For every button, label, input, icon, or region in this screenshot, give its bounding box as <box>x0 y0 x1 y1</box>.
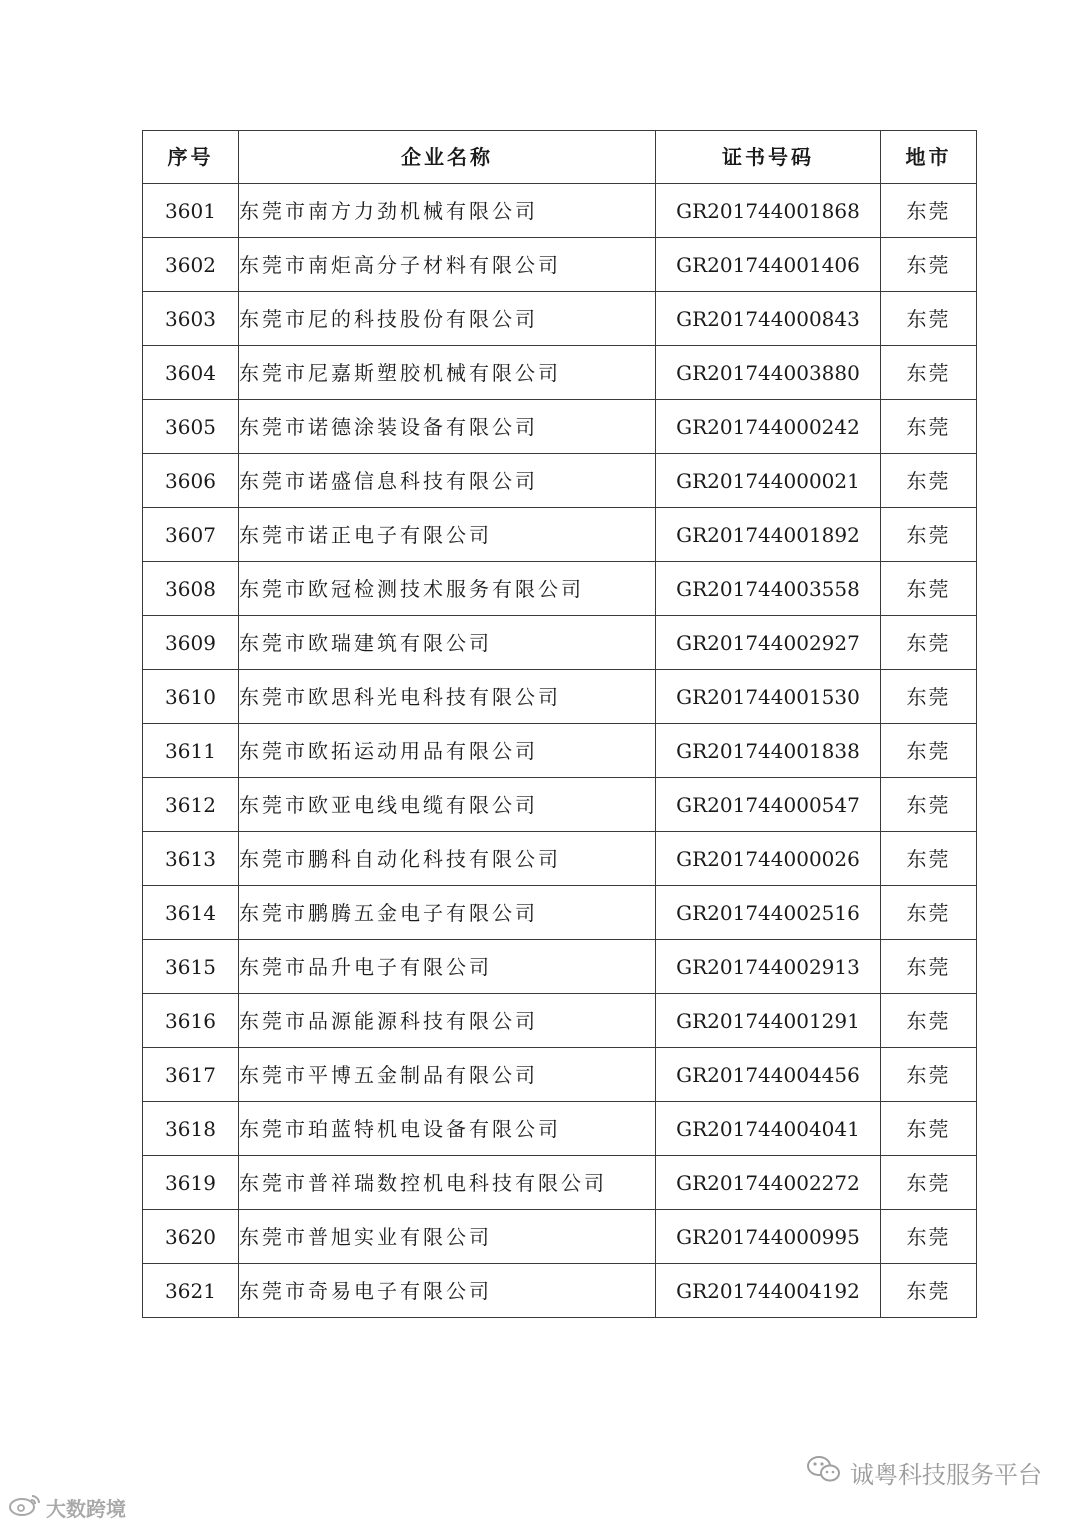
seq-cell: 3608 <box>143 562 239 616</box>
certificate-number-cell: GR201744002927 <box>656 616 881 670</box>
seq-cell: 3618 <box>143 1102 239 1156</box>
company-name-cell: 东莞市欧亚电线电缆有限公司 <box>239 778 656 832</box>
company-name-cell: 东莞市平博五金制品有限公司 <box>239 1048 656 1102</box>
table-row <box>143 184 977 238</box>
city-cell: 东莞 <box>881 886 977 940</box>
city-cell: 东莞 <box>881 184 977 238</box>
city-cell: 东莞 <box>881 616 977 670</box>
company-name-cell: 东莞市普祥瑞数控机电科技有限公司 <box>239 1156 656 1210</box>
certificate-number-cell: GR201744004456 <box>656 1048 881 1102</box>
certificate-number-cell: GR201744003880 <box>656 346 881 400</box>
certificate-number-cell: GR201744001291 <box>656 994 881 1048</box>
table-row <box>143 724 977 778</box>
city-cell: 东莞 <box>881 508 977 562</box>
company-name-cell: 东莞市诺盛信息科技有限公司 <box>239 454 656 508</box>
certificate-number-cell: GR201744001530 <box>656 670 881 724</box>
header-seq: 序号 <box>143 131 239 184</box>
seq-cell: 3617 <box>143 1048 239 1102</box>
seq-cell: 3601 <box>143 184 239 238</box>
city-cell: 东莞 <box>881 724 977 778</box>
company-name-cell: 东莞市尼嘉斯塑胶机械有限公司 <box>239 346 656 400</box>
table-row <box>143 616 977 670</box>
city-cell: 东莞 <box>881 400 977 454</box>
certificate-number-cell: GR201744002913 <box>656 940 881 994</box>
city-cell: 东莞 <box>881 1102 977 1156</box>
city-cell: 东莞 <box>881 1210 977 1264</box>
header-certificate-number: 证书号码 <box>656 131 881 184</box>
city-cell: 东莞 <box>881 778 977 832</box>
seq-cell: 3604 <box>143 346 239 400</box>
seq-cell: 3605 <box>143 400 239 454</box>
table-row <box>143 994 977 1048</box>
table-body <box>143 184 977 1318</box>
city-cell: 东莞 <box>881 454 977 508</box>
city-cell: 东莞 <box>881 670 977 724</box>
certificate-number-cell: GR201744000843 <box>656 292 881 346</box>
certificate-number-cell: GR201744001838 <box>656 724 881 778</box>
table-row <box>143 886 977 940</box>
seq-cell: 3614 <box>143 886 239 940</box>
seq-cell: 3621 <box>143 1264 239 1318</box>
city-cell: 东莞 <box>881 940 977 994</box>
city-cell: 东莞 <box>881 292 977 346</box>
table-row <box>143 238 977 292</box>
company-name-cell: 东莞市尼的科技股份有限公司 <box>239 292 656 346</box>
seq-cell: 3615 <box>143 940 239 994</box>
table-row <box>143 1102 977 1156</box>
seq-cell: 3612 <box>143 778 239 832</box>
seq-cell: 3619 <box>143 1156 239 1210</box>
table-row <box>143 832 977 886</box>
certificate-number-cell: GR201744000242 <box>656 400 881 454</box>
certificate-number-cell: GR201744000021 <box>656 454 881 508</box>
company-name-cell: 东莞市鹏腾五金电子有限公司 <box>239 886 656 940</box>
certificate-number-cell: GR201744002516 <box>656 886 881 940</box>
company-name-cell: 东莞市南方力劲机械有限公司 <box>239 184 656 238</box>
seq-cell: 3610 <box>143 670 239 724</box>
company-name-cell: 东莞市珀蓝特机电设备有限公司 <box>239 1102 656 1156</box>
certificate-number-cell: GR201744001868 <box>656 184 881 238</box>
company-name-cell: 东莞市诺德涂装设备有限公司 <box>239 400 656 454</box>
certificate-number-cell: GR201744002272 <box>656 1156 881 1210</box>
company-name-cell: 东莞市奇易电子有限公司 <box>239 1264 656 1318</box>
company-name-cell: 东莞市普旭实业有限公司 <box>239 1210 656 1264</box>
city-cell: 东莞 <box>881 346 977 400</box>
company-name-cell: 东莞市欧思科光电科技有限公司 <box>239 670 656 724</box>
city-cell: 东莞 <box>881 238 977 292</box>
seq-cell: 3606 <box>143 454 239 508</box>
seq-cell: 3620 <box>143 1210 239 1264</box>
city-cell: 东莞 <box>881 1264 977 1318</box>
seq-cell: 3611 <box>143 724 239 778</box>
table-row <box>143 1048 977 1102</box>
table-row <box>143 1156 977 1210</box>
city-cell: 东莞 <box>881 1048 977 1102</box>
header-city: 地市 <box>881 131 977 184</box>
table-row <box>143 562 977 616</box>
company-name-cell: 东莞市品源能源科技有限公司 <box>239 994 656 1048</box>
table-row <box>143 508 977 562</box>
table-row <box>143 400 977 454</box>
wechat-icon <box>806 1454 842 1490</box>
company-name-cell: 东莞市欧瑞建筑有限公司 <box>239 616 656 670</box>
watermark-brand <box>8 1492 126 1522</box>
seq-cell: 3602 <box>143 238 239 292</box>
certificate-number-cell: GR201744000995 <box>656 1210 881 1264</box>
seq-cell: 3607 <box>143 508 239 562</box>
certificate-table <box>142 130 977 1318</box>
header-company-name: 企业名称 <box>239 131 656 184</box>
seq-cell: 3603 <box>143 292 239 346</box>
certificate-number-cell: GR201744000026 <box>656 832 881 886</box>
table-row <box>143 1210 977 1264</box>
company-name-cell: 东莞市品升电子有限公司 <box>239 940 656 994</box>
certificate-number-cell: GR201744001406 <box>656 238 881 292</box>
table-row <box>143 670 977 724</box>
table-row <box>143 940 977 994</box>
watermark-brand-text: 大数跨境 <box>46 1496 126 1521</box>
seq-cell: 3613 <box>143 832 239 886</box>
certificate-number-cell: GR201744000547 <box>656 778 881 832</box>
city-cell: 东莞 <box>881 562 977 616</box>
certificate-number-cell: GR201744003558 <box>656 562 881 616</box>
company-name-cell: 东莞市欧拓运动用品有限公司 <box>239 724 656 778</box>
company-name-cell: 东莞市欧冠检测技术服务有限公司 <box>239 562 656 616</box>
watermark-platform-text: 诚粤科技服务平台 <box>850 1460 1042 1489</box>
table-row <box>143 1264 977 1318</box>
seq-cell: 3616 <box>143 994 239 1048</box>
company-name-cell: 东莞市诺正电子有限公司 <box>239 508 656 562</box>
table-row <box>143 454 977 508</box>
city-cell: 东莞 <box>881 832 977 886</box>
company-name-cell: 东莞市鹏科自动化科技有限公司 <box>239 832 656 886</box>
table-row <box>143 292 977 346</box>
certificate-number-cell: GR201744004192 <box>656 1264 881 1318</box>
table-header-row <box>143 131 977 184</box>
weibo-icon <box>8 1492 42 1523</box>
certificate-number-cell: GR201744004041 <box>656 1102 881 1156</box>
watermark-platform <box>806 1455 1042 1489</box>
table-row <box>143 346 977 400</box>
table-row <box>143 778 977 832</box>
certificate-number-cell: GR201744001892 <box>656 508 881 562</box>
city-cell: 东莞 <box>881 1156 977 1210</box>
seq-cell: 3609 <box>143 616 239 670</box>
company-name-cell: 东莞市南炬高分子材料有限公司 <box>239 238 656 292</box>
city-cell: 东莞 <box>881 994 977 1048</box>
